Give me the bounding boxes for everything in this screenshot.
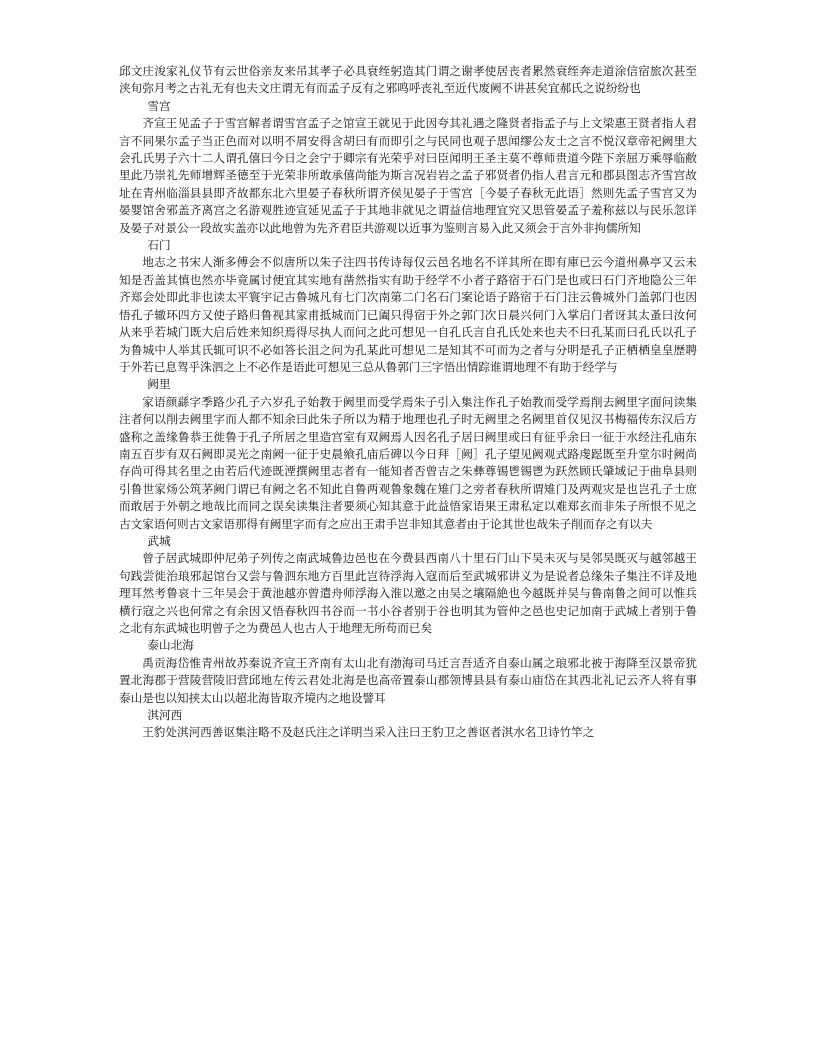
paragraph-intro: 邱文庄浚家礼仪节有云世俗亲友来吊其孝子必具衰绖躬造其门谓之谢孝使居丧者累然衰绖奔走道涂信宿旅次甚至浃旬弥月考之古礼无有也夫文庄谓无有而孟子反有之邪鸣呼丧礼至近代废阙不讲甚矣宜郝氏之说纷纷也: [119, 64, 697, 96]
paragraph-queli: 家语颜繇字季路少孔子六岁孔子始教于阙里而受学焉朱子引入集注作孔子始教而受学焉削去阙里字面问读集注者何以削去阙里字而人都不知余曰此朱子所以为精于地理也孔子时无阙里之名阙里首仅见汉书梅福传东汉后方盛称之盖缘鲁恭王徙鲁于孔子所居之里造宫室有双阙焉人因名孔子居曰阙里或曰有征乎余曰一征于水经注孔庙东南五百步有双石阙即灵光之南阙一征于史晨飨孔庙后碑以今日拜［阙］孔子望见阙观式路虔跽既至升堂尔时阙尚存尚可得其名里之由若后代迹既湮撰阙里志者有一能知者否曾吉之朱彝尊锡鬯锡鬯为跃然顾氏肇域记于曲阜县则引鲁世家炀公筑茅阙门谓已有阙之名不知此自鲁两观鲁象魏在雉门之旁者春秋所谓雉门及两观灾是也岂孔子士庶而敢居于外朝之地哉比而同之误矣读集注者要须心知其意于此益悟家语果王肃私定以难郑玄而非朱子所恨不见之古文家语何则古文家语那得有阙里字而有之应出王肃手岂非知其意者由于论其世也哉朱子削而存之有以夫: [119, 394, 697, 531]
document-page: [119, 63, 697, 742]
paragraph-taishan-beihai: 禹贡海岱惟青州故苏秦说齐宣王齐南有太山北有渤海司马迁言吾适齐自泰山属之琅邪北被于海降至汉景帝犹置北海郡于营陵营陵旧营邱地左传云君处北海是也高帝置泰山郡领博县县有泰山庙岱在其西北礼记云齐人将有事泰山是也以知挟太山以超北海皆取齐境内之地设譬耳: [119, 655, 697, 705]
section-heading-xuegong: 雪宫: [147, 98, 171, 113]
section-heading-taishan-beihai: 泰山北海: [147, 638, 194, 653]
section-heading-qi-hexi: 淇河西: [147, 708, 183, 723]
section-heading-wucheng: 武城: [147, 533, 171, 548]
paragraph-wucheng: 曾子居武城即仲尼弟子列传之南武城鲁边邑也在今费县西南八十里石门山下吴未灭与吴邻吴既灭与越邻越王句践尝徙治琅邪起馆台又尝与鲁泗东地方百里此岂待浮海入寇而后至武城邪讲义为是说者总缘朱子集注不详及地理耳然考鲁哀十三年吴会于黄池越亦曾遣舟师浮海入淮以邀之由吴之壤隔絶也今越既并吴与鲁南鲁之间可以惟兵横行寇之兴也何常之有余因又悟春秋四书谷而一书小谷者别于谷也明其为管仲之邑也史记加南于武城上者别于鲁之北有东武城也明曾子之为费邑人也古人于地理无所苟而已矣: [119, 551, 697, 635]
paragraph-xuegong: 齐宣王见孟子于雪宫解者谓雪宫孟子之馆宣王就见于此因夸其礼遇之隆贤者指孟子与上文梁惠王贤者指人君言不同果尔孟子当正色而对以明不屑安得含胡曰有而即引之与民同也观子思闻缪公友士之言不悦汉章帝祀阙里大会孔氏男子六十二人谓孔僖曰今日之会宁于卿宗有光荣乎对曰臣闻明王圣主莫不尊师贵道今陛下亲屈万乘辱临敝里此乃崇礼先师增辉圣德至于光荣非所敢承僖尚能为斯言况岩岩之孟子邪贤者仍指人君言元和郡县图志齐雪宫故址在青州临淄县县即齐故都东北六里晏子春秋所谓齐侯见晏子于雪宫［今晏子春秋无此语］然则先孟子雪宫又为晏婴馆舍邪盖齐离宫之名游观胜迹宣延见孟子于其地非就见之谓益信地理宜究又思管晏孟子羞称兹以与民乐忽详及晏子对景公一段故实盖亦以此地曾为先齐君臣共游观以近事为鉴则言易入此又须会于言外非拘儒所知: [119, 116, 697, 235]
section-heading-shimen: 石门: [147, 238, 171, 253]
paragraph-qi-hexi: 王豹处淇河西善讴集注略不及赵氏注之详明当采入注曰王豹卫之善讴者淇水名卫诗竹竿之: [142, 725, 595, 740]
paragraph-shimen: 地志之书宋人渐多傅会不似唐所以朱子注四书传诗每仅云邑名地名不详其所在即有庫已云今道州鼻亭又云未知是否盖其慎也然亦毕竟属讨便宜其实地有凿然指实有助于经学不小者子路宿于石门是也或曰石门齐地隐公三年齐郑会处即此非也读太平寰宇记古鲁城凡有七门次南第二门名石门案论语子路宿于石门注云鲁城外门盖郭门也因悟孔子辙环四方又使子路归鲁视其家甫抵城而门已阖只得宿于外之郭门次日晨兴伺门入掌启门者讶其太蚤曰汝何从来乎若城门既大启后姓来知织焉得尽执人而问之此可想见一自孔氏言自孔氏处来也夫不曰孔某而曰孔氏以孔子为鲁城中人举其氏辄可识不必如答长沮之问为孔某此可想见二是知其不可而为之者与分明是孔子正栖栖皇皇歴聘于外若已息驾乎洙泗之上不必作是语此可想见三总从鲁郭门三字悟出情踪谁谓地理不有助于经学与: [119, 255, 697, 374]
section-heading-queli: 阙里: [147, 377, 171, 392]
